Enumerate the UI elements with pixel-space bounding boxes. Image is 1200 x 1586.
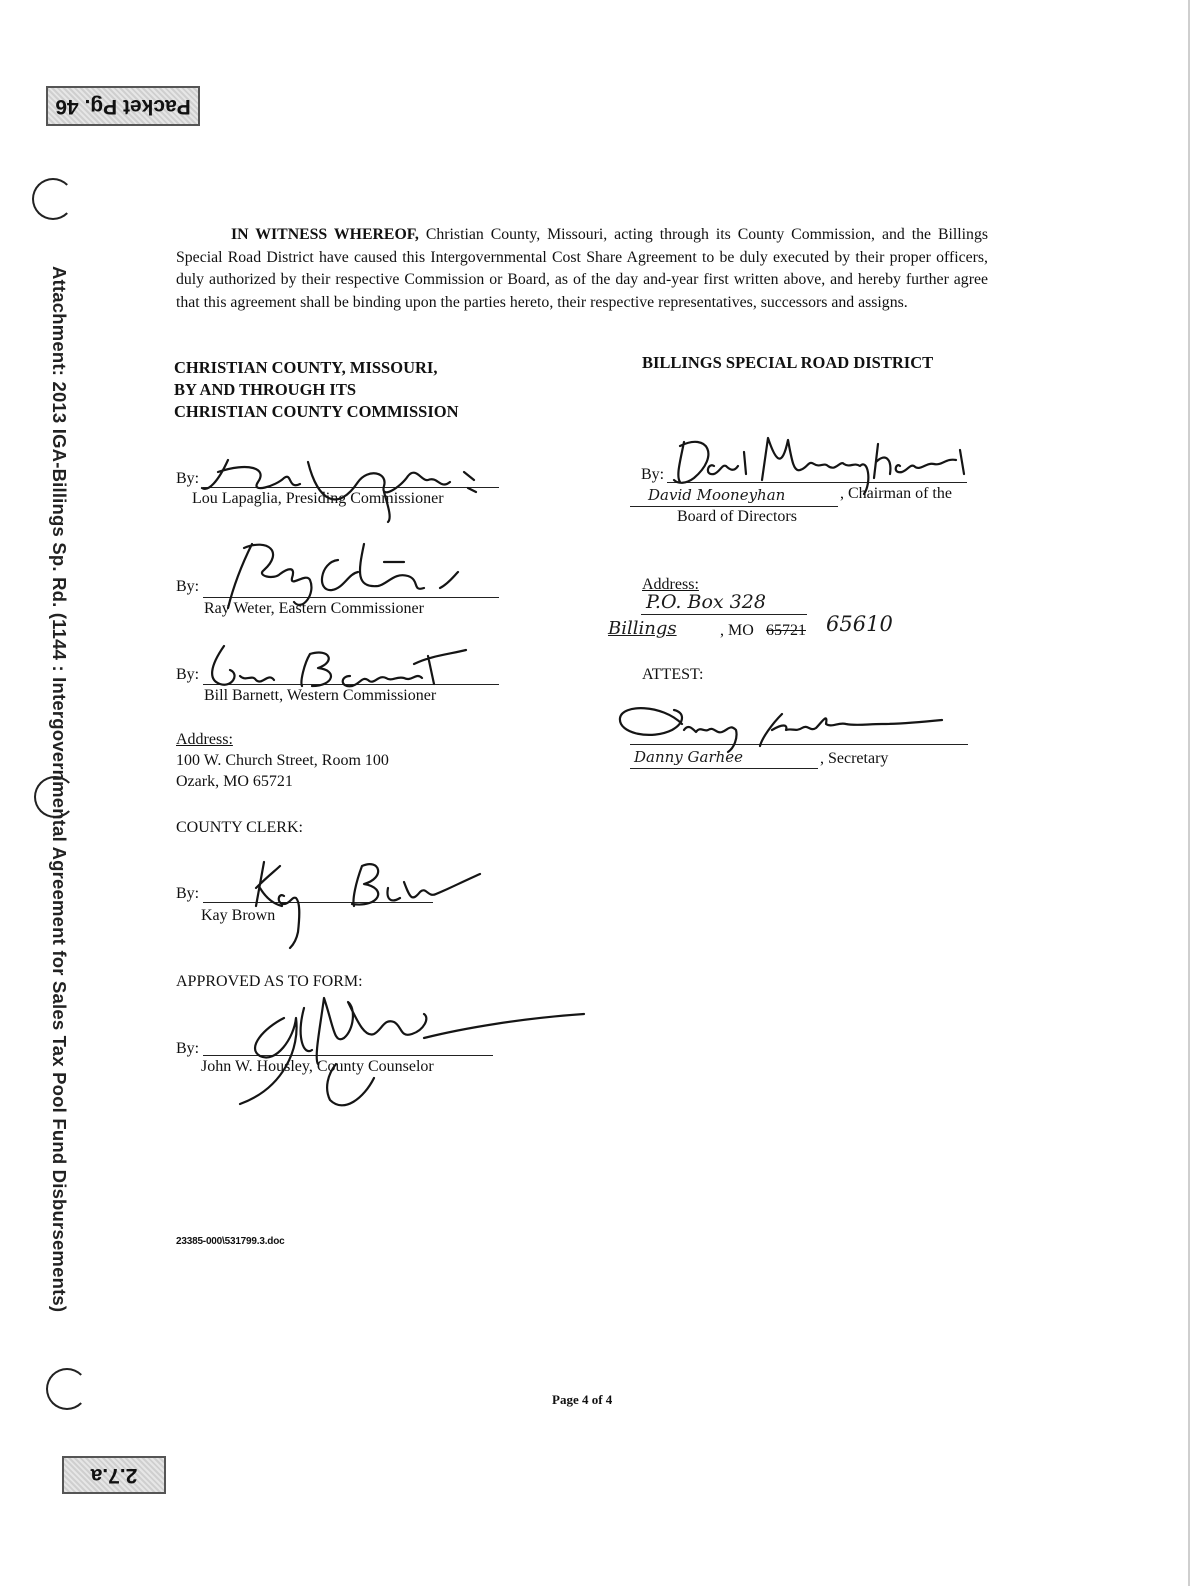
district-address-zip-struck: 65721 [766,622,806,639]
sig3-by-label: By: [176,666,200,683]
section-stamp-text: 2.7.a [90,1464,138,1487]
sig1-name: Lou Lapaglia, Presiding Commissioner [192,490,444,507]
chair-name-line [630,506,838,507]
chair-handwritten-name: David Mooneyhan [648,486,786,504]
clerk-by-label: By: [176,885,200,902]
sig2-name: Ray Weter, Eastern Commissioner [204,600,424,617]
witness-text: Christian County, Missouri, acting through its County Commission, and the Billings Special Road District have caused this Intergovernmental Cost Share Agreement to be duly executed by their proper officers, duly authorized by their respective Commission or Board, as of the day and-year first written above, and hereby further agree that this agreement shall be binding upon the parties hereto, their respective representatives, successors and assigns. [176,226,988,311]
witness-lead: IN WITNESS WHEREOF, [231,226,419,243]
packet-page-stamp [46,86,200,126]
signature-barnett [200,636,480,696]
county-address-line1: 100 W. Church Street, Room 100 [176,752,389,769]
packet-page-text: Packet Pg. 46 [55,95,191,118]
sig1-by-label: By: [176,470,200,487]
clerk-name: Kay Brown [201,907,276,924]
county-heading-line3: CHRISTIAN COUNTY COMMISSION [174,402,459,421]
attachment-side-label: Attachment: 2013 IGA-Billings Sp. Rd. (1144 : Intergovernmental Agreement for Sales Tax Pool Fund Disbursements) [49,266,70,1313]
witness-paragraph [176,224,988,314]
punch-hole-bottom [46,1368,88,1410]
county-clerk-label: COUNTY CLERK: [176,819,303,836]
district-address-line1-rule [641,614,807,615]
county-address-line2: Ozark, MO 65721 [176,773,293,790]
attest-label: ATTEST: [642,666,704,683]
district-address-city: Billings [608,618,677,639]
county-heading-line1: CHRISTIAN COUNTY, MISSOURI, [174,358,438,377]
district-address-state: , MO [720,622,754,639]
district-address-line1: P.O. Box 328 [646,591,766,613]
county-address-label: Address: [176,731,233,748]
approved-as-to-form-label: APPROVED AS TO FORM: [176,973,363,990]
signature-mooneyhan [664,422,974,498]
district-address-label: Address: [642,576,699,593]
secretary-handwritten-name: Danny Garhee [634,748,744,766]
signature-lapaglia [188,442,488,522]
punch-hole-top [32,178,74,220]
signature-housley [224,978,594,1118]
document-id: 23385-000\531799.3.doc [176,1236,285,1247]
signature-weter [208,532,468,622]
page-edge [1188,0,1190,1586]
signature-brown [240,852,490,952]
chair-title1: , Chairman of the [840,485,952,502]
counsel-by-label: By: [176,1040,200,1057]
secretary-name-line [630,768,818,769]
page-number: Page 4 of 4 [552,1392,613,1407]
chair-title2: Board of Directors [677,508,797,525]
signature-garhee [612,694,952,754]
chair-by-label: By: [641,466,665,483]
district-address-zip: 65610 [826,612,893,636]
sig3-name: Bill Barnett, Western Commissioner [204,687,437,704]
county-heading-line2: BY AND THROUGH ITS [174,380,356,399]
section-stamp [62,1456,166,1494]
sig2-by-label: By: [176,578,200,595]
secretary-title: , Secretary [820,750,889,767]
counsel-name: John W. Housley, County Counselor [201,1058,434,1075]
district-heading: BILLINGS SPECIAL ROAD DISTRICT [642,353,934,372]
